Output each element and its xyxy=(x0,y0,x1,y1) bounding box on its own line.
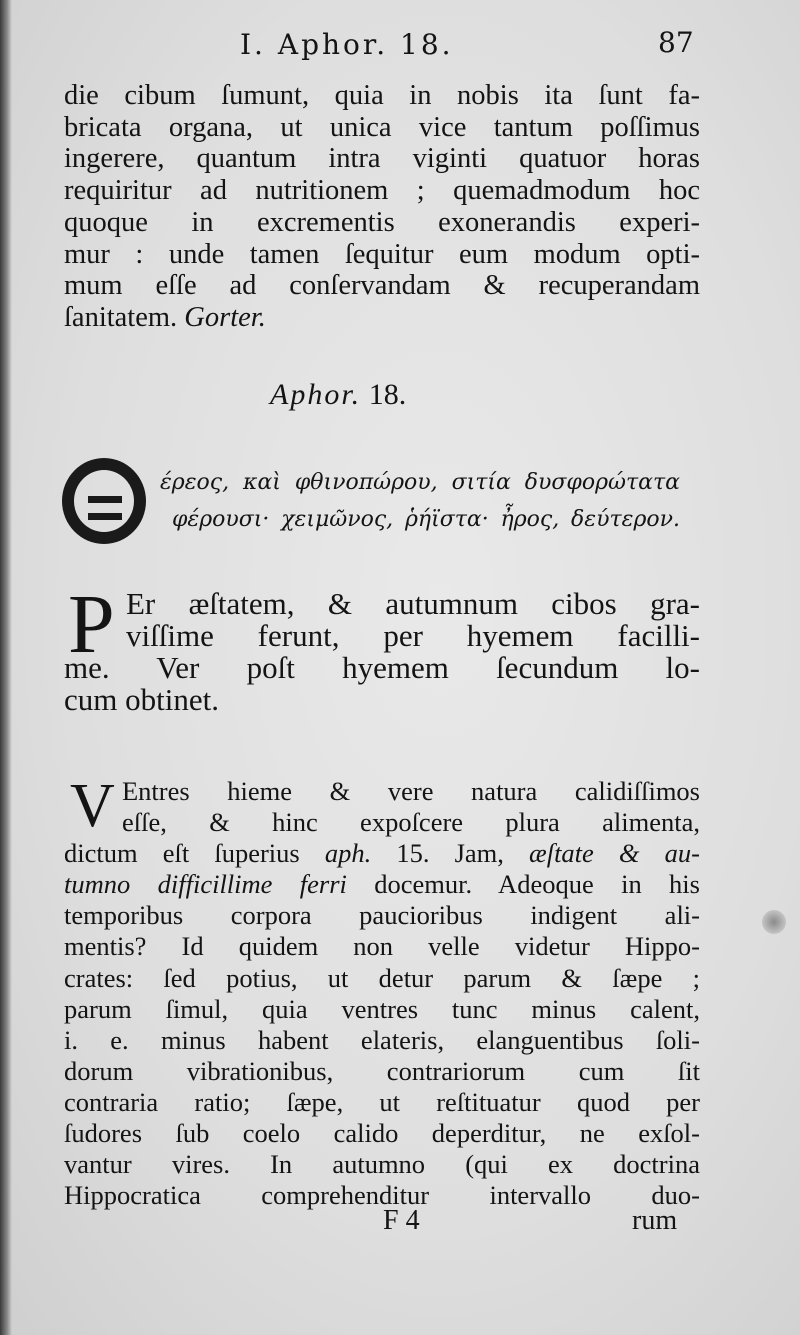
theta-crossbar xyxy=(88,496,122,520)
text-line xyxy=(64,302,700,334)
text-line: i. e. minus habent elateris, elanguentibus ſoli- xyxy=(64,1024,700,1055)
text-line: ingerere, quantum intra viginti quatuor horas xyxy=(64,143,700,175)
top-paragraph xyxy=(64,80,700,334)
signature-mark: F 4 xyxy=(383,1205,420,1236)
catchword: rum xyxy=(632,1205,678,1236)
quote-italic: tumno difficillime ferri xyxy=(64,869,347,900)
text-line: ſudores ſub coelo calido deperditur, ne exſol- xyxy=(64,1118,700,1149)
text-line: vantur vires. In autumno (qui ex doctrina xyxy=(64,1149,700,1180)
citation-italic: aph. xyxy=(324,838,372,869)
text-line: requiritur ad nutritionem ; quemadmodum hoc xyxy=(64,175,700,207)
running-head: I. Aphor. 18. xyxy=(240,28,454,61)
commentary-initial: V xyxy=(70,772,115,840)
ink-spot xyxy=(762,910,786,934)
translation-initial: P xyxy=(68,578,115,671)
text-line: temporibus corpora paucioribus indigent ali- xyxy=(64,900,700,931)
aphorism-label: Aphor. xyxy=(270,378,362,411)
text-line: Entres hieme & vere natura calidiſſimos xyxy=(122,776,700,806)
text-line: quoque in excrementis exonerandis experi- xyxy=(64,206,700,238)
text-line: mentis? Id quidem non velle videtur Hippo- xyxy=(64,931,700,962)
text-fragment: 15. Jam, xyxy=(396,838,504,869)
text-line: die cibum ſumunt, quia in nobis ita ſunt fa- xyxy=(64,80,700,111)
text-fragment: ſanitatem. xyxy=(64,301,178,333)
text-line xyxy=(64,838,700,869)
text-line xyxy=(64,869,700,900)
author-citation: Gorter. xyxy=(184,301,266,333)
text-line: eſſe, & hinc expoſcere plura alimenta, xyxy=(122,807,700,838)
text-line: Er æſtatem, & autumnum cibos gra- xyxy=(126,586,700,621)
text-line: mur : unde tamen ſequitur eum modum opti- xyxy=(64,238,700,270)
translation-paragraph xyxy=(64,588,700,716)
greek-line: φέρουσι· χειμῶνος, ῥήϊστα· ἦρος, δεύτερον. xyxy=(172,507,680,532)
text-line: dorum vibrationibus, contrariorum cum ſit xyxy=(64,1055,700,1086)
text-line: bricata organa, ut unica vice tantum poſſimus xyxy=(64,111,700,143)
page-number: 87 xyxy=(658,26,694,59)
commentary-paragraph xyxy=(64,772,700,1211)
text-fragment: dictum eſt ſuperius xyxy=(64,838,300,869)
text-line: crates: ſed potius, ut detur parum & ſæpe ; xyxy=(64,962,700,993)
aphorism-number: 18. xyxy=(368,378,407,411)
page-edge-shadow xyxy=(0,0,12,1335)
text-line: parum ſimul, quia ventres tunc minus calent, xyxy=(64,993,700,1024)
quote-italic: æſtate & au- xyxy=(529,838,700,869)
text-line: mum eſſe ad conſervandam & recuperandam xyxy=(64,270,700,302)
text-line: contraria ratio; ſæpe, ut reſtituatur quod per xyxy=(64,1086,700,1117)
text-line: cum obtinet. xyxy=(64,682,219,717)
greek-line: έρεος, καὶ φθινοπώρου, σιτία δυσφορώτατα xyxy=(160,470,680,495)
text-line: me. Ver poſt hyemem ſecundum lo- xyxy=(64,650,700,685)
text-line: Hippocratica comprehenditur intervallo duo- xyxy=(64,1180,700,1211)
text-line: viſſime ferunt, per hyemem facilli- xyxy=(126,618,700,653)
aphorism-heading xyxy=(270,378,406,412)
greek-initial-theta xyxy=(62,458,146,544)
text-fragment: docemur. Adeoque in his xyxy=(374,869,700,900)
